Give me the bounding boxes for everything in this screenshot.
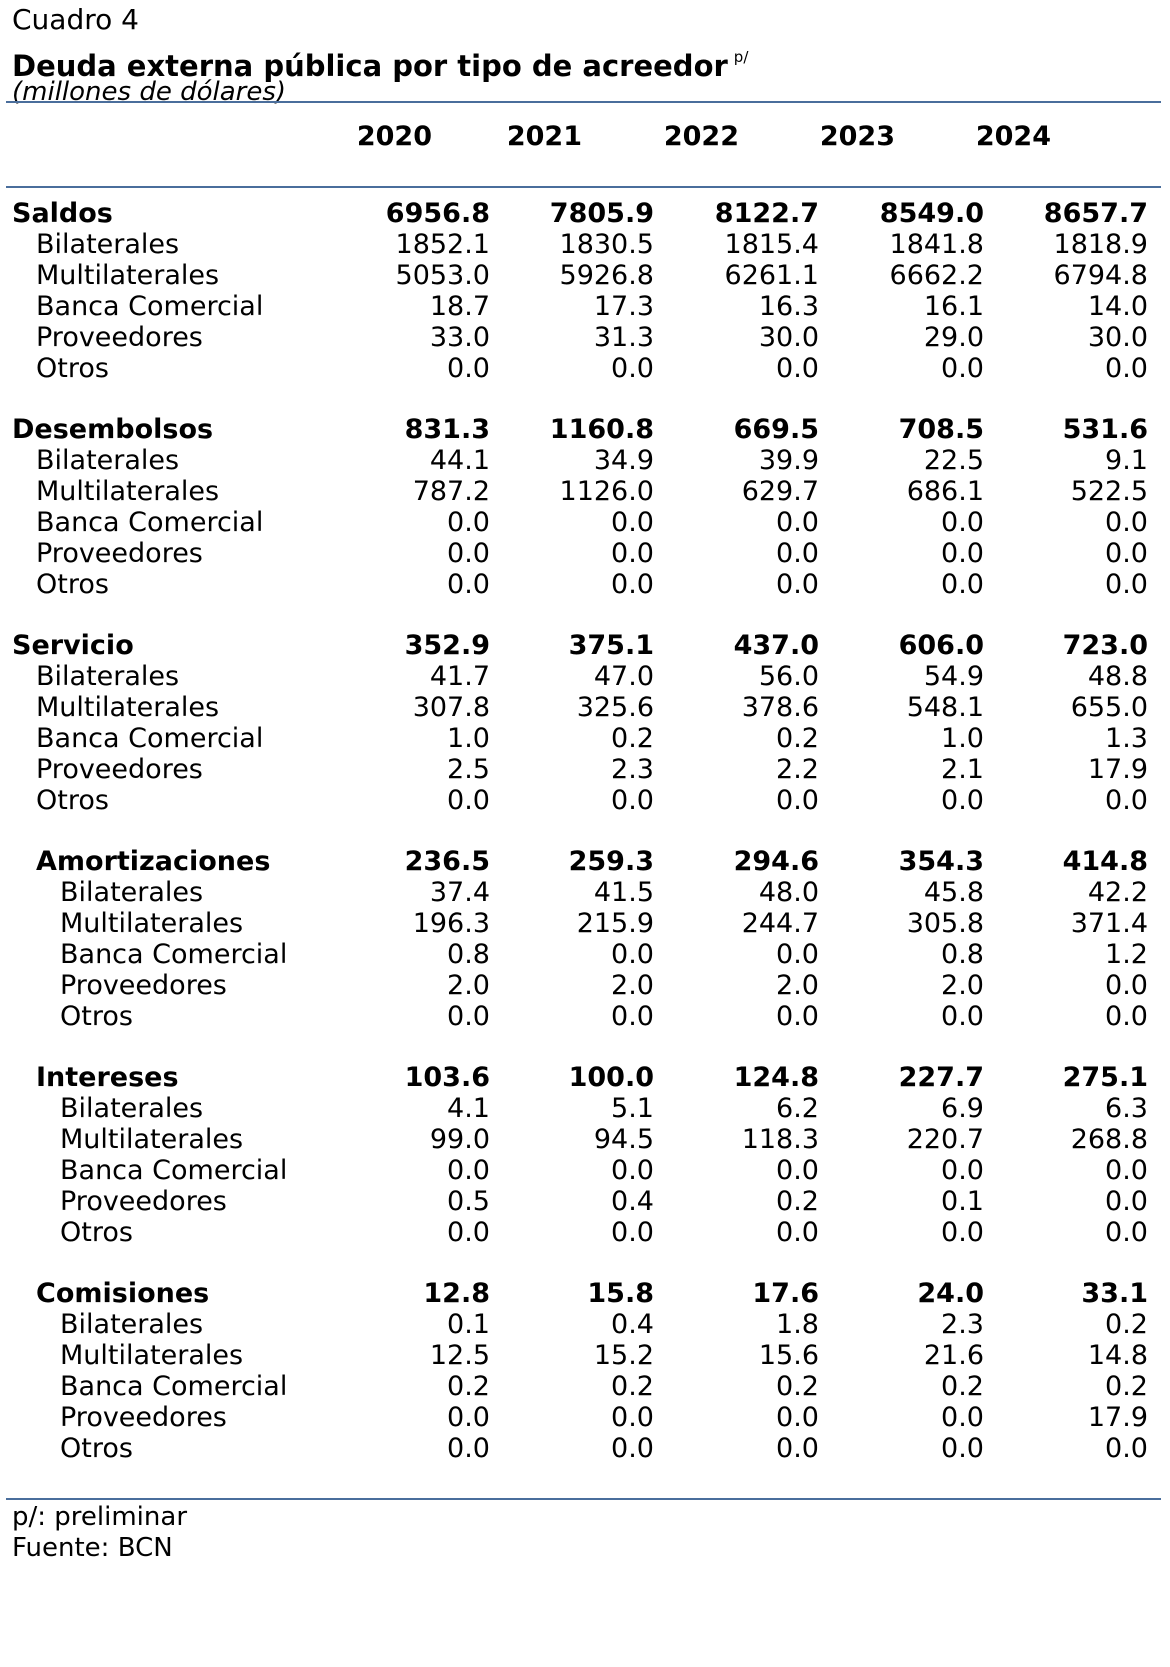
value-cell: 15.6 xyxy=(758,1339,819,1371)
value-cell: 39.9 xyxy=(758,444,819,476)
value-cell: 629.7 xyxy=(741,475,819,507)
row-label: Multilaterales xyxy=(36,691,220,723)
value-cell: 6.2 xyxy=(776,1092,819,1124)
value-cell: 0.0 xyxy=(611,352,654,384)
value-cell: 8657.7 xyxy=(1043,198,1148,229)
value-cell: 0.0 xyxy=(611,1216,654,1248)
value-cell: 0.2 xyxy=(776,1185,819,1217)
value-cell: 244.7 xyxy=(741,907,819,939)
value-cell: 655.0 xyxy=(1070,691,1148,723)
value-cell: 669.5 xyxy=(733,414,819,445)
value-cell: 0.0 xyxy=(447,537,490,569)
value-cell: 0.0 xyxy=(1105,537,1148,569)
row-label: Bilaterales xyxy=(36,660,180,692)
value-cell: 16.3 xyxy=(758,290,819,322)
value-cell: 0.0 xyxy=(611,1401,654,1433)
value-cell: 831.3 xyxy=(404,414,490,445)
row-label: Proveedores xyxy=(60,1401,227,1433)
value-cell: 24.0 xyxy=(917,1278,984,1309)
section-label: Desembolsos xyxy=(12,414,214,445)
table-row xyxy=(0,352,1170,385)
table-row xyxy=(0,660,1170,693)
table-row xyxy=(0,907,1170,940)
value-cell: 33.1 xyxy=(1081,1278,1148,1309)
value-cell: 6.3 xyxy=(1105,1092,1148,1124)
table-row xyxy=(0,969,1170,1002)
value-cell: 8549.0 xyxy=(879,198,984,229)
value-cell: 0.0 xyxy=(941,1401,984,1433)
value-cell: 29.0 xyxy=(923,321,984,353)
value-cell: 708.5 xyxy=(898,414,984,445)
value-cell: 48.0 xyxy=(758,876,819,908)
row-label: Proveedores xyxy=(60,969,227,1001)
row-label: Bilaterales xyxy=(60,876,204,908)
section-total-row xyxy=(0,1061,1170,1094)
row-label: Multilaterales xyxy=(60,1123,244,1155)
table-row xyxy=(0,290,1170,323)
value-cell: 0.2 xyxy=(611,1370,654,1402)
value-cell: 268.8 xyxy=(1070,1123,1148,1155)
value-cell: 42.2 xyxy=(1087,876,1148,908)
value-cell: 0.0 xyxy=(447,1432,490,1464)
value-cell: 9.1 xyxy=(1105,444,1148,476)
value-cell: 0.2 xyxy=(1105,1370,1148,1402)
title-note: p/ xyxy=(733,48,749,66)
value-cell: 0.0 xyxy=(776,938,819,970)
value-cell: 1841.8 xyxy=(889,228,984,260)
value-cell: 18.7 xyxy=(429,290,490,322)
value-cell: 0.0 xyxy=(941,537,984,569)
value-cell: 1852.1 xyxy=(395,228,490,260)
row-label: Multilaterales xyxy=(60,1339,244,1371)
value-cell: 30.0 xyxy=(1087,321,1148,353)
value-cell: 34.9 xyxy=(593,444,654,476)
value-cell: 0.8 xyxy=(941,938,984,970)
value-cell: 0.0 xyxy=(1105,506,1148,538)
table-row xyxy=(0,1370,1170,1403)
value-cell: 17.9 xyxy=(1087,1401,1148,1433)
value-cell: 531.6 xyxy=(1062,414,1148,445)
section-total-row xyxy=(0,845,1170,878)
value-cell: 0.0 xyxy=(611,938,654,970)
table-row xyxy=(0,1000,1170,1033)
value-cell: 6956.8 xyxy=(385,198,490,229)
row-label: Proveedores xyxy=(60,1185,227,1217)
value-cell: 0.0 xyxy=(611,1000,654,1032)
table-row xyxy=(0,506,1170,539)
value-cell: 0.0 xyxy=(1105,784,1148,816)
section-total-row xyxy=(0,1277,1170,1310)
value-cell: 0.0 xyxy=(447,352,490,384)
table-row xyxy=(0,1339,1170,1372)
row-label: Multilaterales xyxy=(36,475,220,507)
value-cell: 215.9 xyxy=(576,907,654,939)
value-cell: 259.3 xyxy=(568,846,654,877)
year-header: 2023 xyxy=(819,121,895,152)
value-cell: 2.1 xyxy=(941,753,984,785)
value-cell: 0.4 xyxy=(611,1185,654,1217)
bottom-rule xyxy=(6,1498,1161,1500)
table-row xyxy=(0,691,1170,724)
value-cell: 0.0 xyxy=(611,1432,654,1464)
year-header: 2020 xyxy=(356,121,432,152)
value-cell: 0.0 xyxy=(447,1401,490,1433)
row-label: Bilaterales xyxy=(36,444,180,476)
row-label: Proveedores xyxy=(36,321,203,353)
value-cell: 0.0 xyxy=(1105,1432,1148,1464)
year-header: 2024 xyxy=(975,121,1051,152)
value-cell: 21.6 xyxy=(923,1339,984,1371)
value-cell: 7805.9 xyxy=(549,198,654,229)
value-cell: 1815.4 xyxy=(724,228,819,260)
row-label: Proveedores xyxy=(36,753,203,785)
value-cell: 118.3 xyxy=(741,1123,819,1155)
value-cell: 0.0 xyxy=(941,1000,984,1032)
value-cell: 1126.0 xyxy=(559,475,654,507)
table-row xyxy=(0,1123,1170,1156)
value-cell: 8122.7 xyxy=(714,198,819,229)
value-cell: 437.0 xyxy=(733,630,819,661)
value-cell: 99.0 xyxy=(429,1123,490,1155)
value-cell: 0.4 xyxy=(611,1308,654,1340)
value-cell: 0.0 xyxy=(776,1216,819,1248)
value-cell: 2.0 xyxy=(447,969,490,1001)
value-cell: 15.2 xyxy=(593,1339,654,1371)
table-row xyxy=(0,1216,1170,1249)
value-cell: 0.0 xyxy=(941,1432,984,1464)
footnote-source: Fuente: BCN xyxy=(12,1533,173,1563)
table-row xyxy=(0,1154,1170,1187)
table-row xyxy=(0,876,1170,909)
value-cell: 6261.1 xyxy=(724,259,819,291)
value-cell: 0.0 xyxy=(447,506,490,538)
year-header: 2022 xyxy=(663,121,739,152)
value-cell: 0.0 xyxy=(611,568,654,600)
section-label: Comisiones xyxy=(36,1278,210,1309)
value-cell: 2.3 xyxy=(941,1308,984,1340)
value-cell: 787.2 xyxy=(412,475,490,507)
value-cell: 45.8 xyxy=(923,876,984,908)
value-cell: 294.6 xyxy=(733,846,819,877)
row-label: Otros xyxy=(60,1432,133,1464)
value-cell: 48.8 xyxy=(1087,660,1148,692)
value-cell: 5053.0 xyxy=(395,259,490,291)
value-cell: 325.6 xyxy=(576,691,654,723)
value-cell: 1.3 xyxy=(1105,722,1148,754)
value-cell: 15.8 xyxy=(587,1278,654,1309)
value-cell: 0.1 xyxy=(941,1185,984,1217)
value-cell: 1.0 xyxy=(447,722,490,754)
table-row xyxy=(0,938,1170,971)
value-cell: 1830.5 xyxy=(559,228,654,260)
value-cell: 94.5 xyxy=(593,1123,654,1155)
value-cell: 0.0 xyxy=(941,1216,984,1248)
table-row xyxy=(0,537,1170,570)
table-row xyxy=(0,1401,1170,1434)
row-label: Otros xyxy=(60,1000,133,1032)
value-cell: 0.0 xyxy=(776,1154,819,1186)
value-cell: 31.3 xyxy=(593,321,654,353)
value-cell: 2.0 xyxy=(611,969,654,1001)
footnote-preliminar: p/: preliminar xyxy=(12,1502,188,1532)
table-row xyxy=(0,1092,1170,1125)
value-cell: 0.2 xyxy=(1105,1308,1148,1340)
value-cell: 0.0 xyxy=(776,1432,819,1464)
value-cell: 22.5 xyxy=(923,444,984,476)
section-label: Amortizaciones xyxy=(36,846,271,877)
value-cell: 0.0 xyxy=(941,784,984,816)
table-row xyxy=(0,784,1170,817)
value-cell: 2.2 xyxy=(776,753,819,785)
value-cell: 0.2 xyxy=(447,1370,490,1402)
value-cell: 0.0 xyxy=(1105,1154,1148,1186)
value-cell: 5.1 xyxy=(611,1092,654,1124)
value-cell: 0.2 xyxy=(776,722,819,754)
row-label: Banca Comercial xyxy=(60,938,288,970)
value-cell: 378.6 xyxy=(741,691,819,723)
value-cell: 307.8 xyxy=(412,691,490,723)
value-cell: 0.1 xyxy=(447,1308,490,1340)
value-cell: 124.8 xyxy=(733,1062,819,1093)
value-cell: 0.0 xyxy=(941,352,984,384)
row-label: Bilaterales xyxy=(60,1308,204,1340)
value-cell: 33.0 xyxy=(429,321,490,353)
value-cell: 0.0 xyxy=(1105,1000,1148,1032)
row-label: Otros xyxy=(36,352,109,384)
row-label: Banca Comercial xyxy=(36,506,264,538)
table-row xyxy=(0,475,1170,508)
section-total-row xyxy=(0,413,1170,446)
value-cell: 6.9 xyxy=(941,1092,984,1124)
row-label: Proveedores xyxy=(36,537,203,569)
row-label: Otros xyxy=(36,568,109,600)
value-cell: 0.0 xyxy=(611,1154,654,1186)
value-cell: 548.1 xyxy=(906,691,984,723)
value-cell: 16.1 xyxy=(923,290,984,322)
table-row xyxy=(0,753,1170,786)
value-cell: 41.5 xyxy=(593,876,654,908)
value-cell: 0.0 xyxy=(941,506,984,538)
row-label: Bilaterales xyxy=(36,228,180,260)
value-cell: 352.9 xyxy=(404,630,490,661)
value-cell: 0.0 xyxy=(447,568,490,600)
table-row xyxy=(0,568,1170,601)
row-label: Otros xyxy=(36,784,109,816)
top-rule xyxy=(6,101,1161,103)
value-cell: 0.0 xyxy=(447,784,490,816)
row-label: Banca Comercial xyxy=(60,1154,288,1186)
value-cell: 17.3 xyxy=(593,290,654,322)
value-cell: 41.7 xyxy=(429,660,490,692)
value-cell: 2.3 xyxy=(611,753,654,785)
row-label: Banca Comercial xyxy=(36,290,264,322)
value-cell: 100.0 xyxy=(568,1062,654,1093)
value-cell: 723.0 xyxy=(1062,630,1148,661)
value-cell: 14.8 xyxy=(1087,1339,1148,1371)
value-cell: 0.2 xyxy=(941,1370,984,1402)
table-row xyxy=(0,1308,1170,1341)
row-label: Otros xyxy=(60,1216,133,1248)
title-text: Deuda externa pública por tipo de acreedor xyxy=(12,49,728,83)
table-row xyxy=(0,1432,1170,1465)
value-cell: 0.0 xyxy=(941,1154,984,1186)
value-cell: 2.0 xyxy=(941,969,984,1001)
value-cell: 14.0 xyxy=(1087,290,1148,322)
value-cell: 354.3 xyxy=(898,846,984,877)
value-cell: 5926.8 xyxy=(559,259,654,291)
value-cell: 0.0 xyxy=(611,506,654,538)
value-cell: 0.2 xyxy=(611,722,654,754)
value-cell: 56.0 xyxy=(758,660,819,692)
value-cell: 606.0 xyxy=(898,630,984,661)
value-cell: 2.0 xyxy=(776,969,819,1001)
value-cell: 1818.9 xyxy=(1053,228,1148,260)
row-label: Banca Comercial xyxy=(60,1370,288,1402)
value-cell: 196.3 xyxy=(412,907,490,939)
table-row xyxy=(0,259,1170,292)
value-cell: 236.5 xyxy=(404,846,490,877)
value-cell: 0.0 xyxy=(611,784,654,816)
section-total-row xyxy=(0,197,1170,230)
year-header: 2021 xyxy=(506,121,582,152)
value-cell: 371.4 xyxy=(1070,907,1148,939)
value-cell: 44.1 xyxy=(429,444,490,476)
value-cell: 4.1 xyxy=(447,1092,490,1124)
value-cell: 54.9 xyxy=(923,660,984,692)
row-label: Multilaterales xyxy=(60,907,244,939)
value-cell: 0.0 xyxy=(776,506,819,538)
value-cell: 686.1 xyxy=(906,475,984,507)
value-cell: 0.5 xyxy=(447,1185,490,1217)
value-cell: 103.6 xyxy=(404,1062,490,1093)
value-cell: 37.4 xyxy=(429,876,490,908)
value-cell: 1.8 xyxy=(776,1308,819,1340)
value-cell: 220.7 xyxy=(906,1123,984,1155)
section-label: Saldos xyxy=(12,198,113,229)
value-cell: 0.0 xyxy=(776,1401,819,1433)
section-label: Intereses xyxy=(36,1062,179,1093)
value-cell: 6662.2 xyxy=(889,259,984,291)
value-cell: 0.0 xyxy=(611,537,654,569)
value-cell: 0.0 xyxy=(776,352,819,384)
value-cell: 0.0 xyxy=(1105,1185,1148,1217)
value-cell: 12.8 xyxy=(423,1278,490,1309)
value-cell: 522.5 xyxy=(1070,475,1148,507)
value-cell: 1.0 xyxy=(941,722,984,754)
value-cell: 305.8 xyxy=(906,907,984,939)
value-cell: 17.6 xyxy=(752,1278,819,1309)
value-cell: 30.0 xyxy=(758,321,819,353)
value-cell: 1.2 xyxy=(1105,938,1148,970)
section-total-row xyxy=(0,629,1170,662)
table-row xyxy=(0,1185,1170,1218)
value-cell: 0.2 xyxy=(776,1370,819,1402)
value-cell: 0.0 xyxy=(447,1154,490,1186)
value-cell: 0.8 xyxy=(447,938,490,970)
table-row xyxy=(0,444,1170,477)
row-label: Bilaterales xyxy=(60,1092,204,1124)
section-label: Servicio xyxy=(12,630,134,661)
table-row xyxy=(0,228,1170,261)
value-cell: 375.1 xyxy=(568,630,654,661)
value-cell: 0.0 xyxy=(1105,568,1148,600)
header-rule xyxy=(6,186,1161,188)
value-cell: 0.0 xyxy=(1105,352,1148,384)
table-row xyxy=(0,321,1170,354)
value-cell: 0.0 xyxy=(1105,969,1148,1001)
table-number: Cuadro 4 xyxy=(12,3,139,36)
value-cell: 0.0 xyxy=(776,1000,819,1032)
table-unit: (millones de dólares) xyxy=(12,77,287,107)
value-cell: 0.0 xyxy=(776,784,819,816)
value-cell: 227.7 xyxy=(898,1062,984,1093)
value-cell: 0.0 xyxy=(447,1216,490,1248)
value-cell: 0.0 xyxy=(447,1000,490,1032)
value-cell: 2.5 xyxy=(447,753,490,785)
row-label: Banca Comercial xyxy=(36,722,264,754)
value-cell: 1160.8 xyxy=(549,414,654,445)
value-cell: 0.0 xyxy=(941,568,984,600)
value-cell: 0.0 xyxy=(776,537,819,569)
value-cell: 12.5 xyxy=(429,1339,490,1371)
value-cell: 275.1 xyxy=(1062,1062,1148,1093)
value-cell: 414.8 xyxy=(1062,846,1148,877)
value-cell: 0.0 xyxy=(1105,1216,1148,1248)
value-cell: 17.9 xyxy=(1087,753,1148,785)
value-cell: 47.0 xyxy=(593,660,654,692)
row-label: Multilaterales xyxy=(36,259,220,291)
table-row xyxy=(0,722,1170,755)
value-cell: 6794.8 xyxy=(1053,259,1148,291)
value-cell: 0.0 xyxy=(776,568,819,600)
